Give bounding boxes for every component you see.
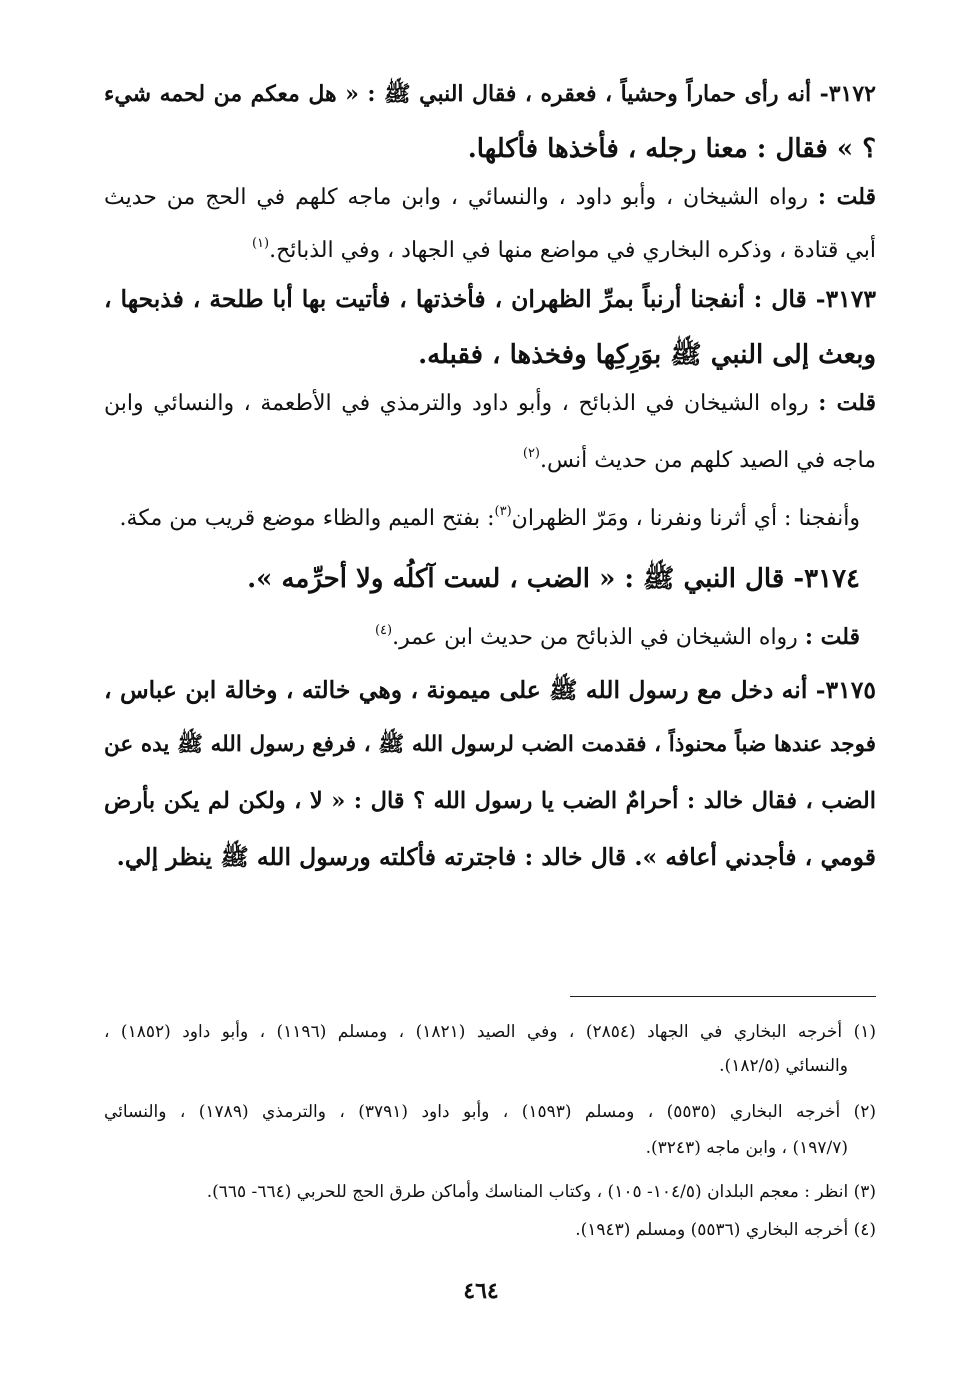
footnote-1-line-1: (١) أخرجه البخاري في الجهاد (٢٨٥٤) ، وفي الصيد (١٨٢١) ، ومسلم (١١٩٦) ، وأبو داود (١٨٥٢) ، xyxy=(104,1022,877,1042)
hadith-3175-line-3: الضب ، فقال خالد : أحرامٌ الضب يا رسول الله ؟ قال : « لا ، ولكن لم يكن بأرض xyxy=(104,788,876,814)
commentary-3172-line-1: قلت : رواه الشيخان ، وأبو داود ، والنسائي ، وابن ماجه كلهم في الحج من حديث xyxy=(104,184,876,210)
hadith-3175-line-1: ٣١٧٥- أنه دخل مع رسول الله ﷺ على ميمونة ، وهي خالته ، وخالة ابن عباس ، xyxy=(104,676,876,704)
footnote-1-line-2: والنسائي (١٨٢/٥). xyxy=(719,1056,848,1076)
hadith-3172-line-1: ٣١٧٢- أنه رأى حماراً وحشياً ، فعقره ، فقال النبي ﷺ : « هل معكم من لحمه شيء xyxy=(104,81,876,107)
footnote-3: (٣) انظر : معجم البلدان (١٠٤/٥- ١٠٥) ، وكتاب المناسك وأماكن طرق الحج للحربي (٦٦٤- ٦٦٥). xyxy=(206,1182,876,1202)
qult-label: قلت : xyxy=(804,624,860,650)
footnote-ref-3: (٣) xyxy=(494,504,512,519)
hadith-3173-line-1: ٣١٧٣- قال : أنفجنا أرنباً بمرِّ الظهران ، فأخذتها ، فأتيت بها أبا طلحة ، فذبحها ، xyxy=(104,285,876,313)
footnote-ref-4: (٤) xyxy=(374,623,393,638)
footnote-4: (٤) أخرجه البخاري (٥٥٣٦) ومسلم (١٩٤٣). xyxy=(575,1220,876,1240)
commentary-3173-line-2: ماجه في الصيد كلهم من حديث أنس.$^{(٢)}$ xyxy=(522,446,876,473)
footnote-ref-2: (٢) xyxy=(522,446,540,461)
footnote-ref-1: (١) xyxy=(251,236,270,251)
commentary-3174: قلت : رواه الشيخان في الذبائح من حديث ابن عمر.$^{(٤)}$ xyxy=(374,623,860,650)
qult-label: قلت : xyxy=(818,390,876,416)
footnote-2-line-1: (٢) أخرجه البخاري (٥٥٣٥) ، ومسلم (١٥٩٣) ، وأبو داود (٣٧٩١) ، والترمذي (١٧٨٩) ، والنسائي xyxy=(104,1102,877,1122)
hadith-3175-line-4: قومي ، فأجدني أعافه ». قال خالد : فاجترته فأكلته ورسول الله ﷺ ينظر إلي. xyxy=(116,843,876,871)
hadith-3172-line-2: ؟ » فقال : معنا رجله ، فأخذها فأكلها. xyxy=(467,134,876,164)
explanation-line: وأنفجنا : أي أثرنا ونفرنا ، ومَرّ الظهران$^{(٣)}$: بفتح الميم والظاء موضع قريب من مكة. xyxy=(119,504,860,531)
hadith-3175-line-2: فوجد عندها ضباً محنوذاً ، فقدمت الضب لرسول الله ﷺ ، فرفع رسول الله ﷺ يده عن xyxy=(104,732,876,757)
hadith-3173-line-2: وبعث إلى النبي ﷺ بوَرِكِها وفخذها ، فقبله. xyxy=(418,340,876,370)
footnote-2-line-2: (١٩٧/٧) ، وابن ماجه (٣٢٤٣). xyxy=(645,1138,848,1158)
hadith-3174: ٣١٧٤- قال النبي ﷺ : « الضب ، لست آكلُه ولا أحرِّمه ». xyxy=(247,564,860,594)
footnote-divider xyxy=(570,996,876,997)
qult-label: قلت : xyxy=(817,184,876,210)
page-number: ٤٦٤ xyxy=(463,1278,499,1304)
commentary-3172-line-2: أبي قتادة ، وذكره البخاري في مواضع منها في الجهاد ، وفي الذبائح.$^{(١)}$ xyxy=(251,236,876,263)
commentary-3173-line-1: قلت : رواه الشيخان في الذبائح ، وأبو داود والترمذي في الأطعمة ، والنسائي وابن xyxy=(104,390,876,416)
